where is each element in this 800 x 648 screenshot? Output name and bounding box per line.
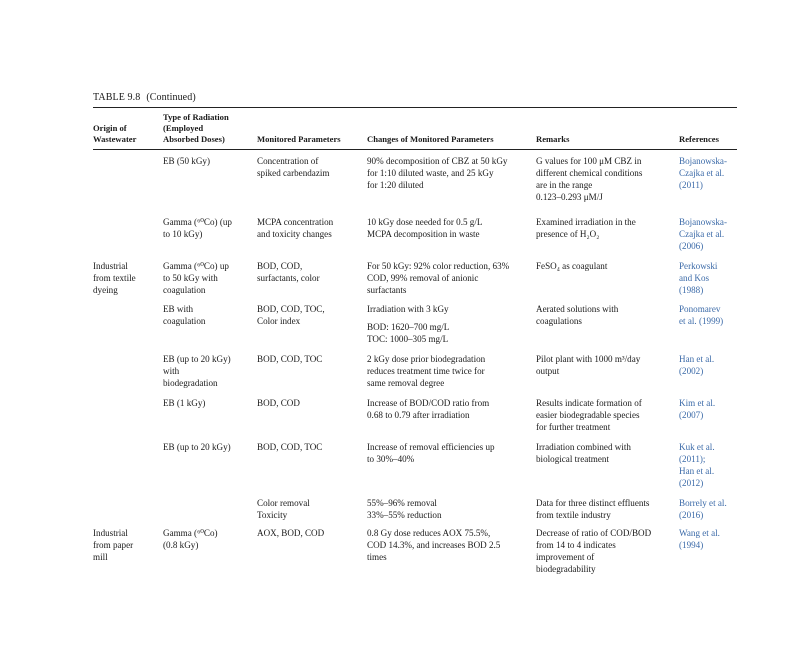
table-row: [93, 296, 737, 345]
references-cell[interactable]: Bojanowska- Czajka et al. (2011): [679, 156, 727, 190]
monitored-cell: AOX, BOD, COD: [257, 528, 325, 538]
monitored-cell: BOD, COD, TOC: [257, 354, 323, 364]
table-body: [93, 150, 737, 576]
monitored-cell: BOD, COD, surfactants, color: [257, 261, 320, 283]
origin-cell: [93, 150, 163, 204]
origin-cell: [93, 296, 163, 345]
table-row: [93, 489, 737, 521]
monitored-cell: BOD, COD: [257, 398, 300, 408]
table-row: [93, 203, 737, 252]
table-label: TABLE 9.8: [93, 92, 141, 103]
monitored-cell: Color removal Toxicity: [257, 498, 310, 520]
header-references: References: [679, 134, 719, 144]
remarks-cell: Examined irradiation in the presence of H₂O₂: [536, 217, 636, 239]
header-remarks: Remarks: [536, 134, 570, 144]
changes-cell: 2 kGy dose prior biodegradation reduces treatment time twice for same removal degree: [367, 354, 486, 388]
document-page: [93, 92, 737, 575]
monitored-cell: MCPA concentration and toxicity changes: [257, 217, 334, 239]
radiation-cell: EB (up to 20 kGy) with biodegradation: [163, 354, 231, 388]
remarks-cell: Irradiation combined with biological treatment: [536, 442, 631, 464]
data-table: [93, 108, 737, 575]
table-row: [93, 521, 737, 575]
origin-cell: [93, 389, 163, 433]
radiation-cell: [163, 489, 257, 521]
table-row: [93, 252, 737, 296]
monitored-cell: BOD, COD, TOC: [257, 442, 323, 452]
radiation-cell: Gamma (⁶⁰Co) up to 50 kGy with coagulation: [163, 261, 229, 295]
header-radiation: Type of Radiation (Employed Absorbed Doses): [163, 112, 229, 144]
remarks-cell: Results indicate formation of easier biodegradable species for further treatment: [536, 398, 642, 432]
references-cell[interactable]: Kim et al. (2007): [679, 398, 716, 420]
monitored-cell: BOD, COD, TOC, Color index: [257, 304, 325, 326]
origin-cell: [93, 203, 163, 252]
references-cell[interactable]: Ponomarev et al. (1999): [679, 304, 724, 326]
changes-cell: Increase of BOD/COD ratio from 0.68 to 0.79 after irradiation: [367, 398, 490, 420]
radiation-cell: EB (1 kGy): [163, 398, 206, 408]
origin-cell: Industrial from textile dyeing: [93, 261, 136, 295]
remarks-cell: FeSO₄ as coagulant: [536, 261, 608, 271]
origin-cell: Industrial from paper mill: [93, 528, 134, 562]
monitored-cell: Concentration of spiked carbendazim: [257, 156, 330, 178]
radiation-cell: Gamma (⁶⁰Co) (0.8 kGy): [163, 528, 218, 550]
table-caption: [93, 92, 737, 103]
table-row: [93, 433, 737, 489]
table-caption-note: (Continued): [146, 92, 196, 103]
header-changes: Changes of Monitored Parameters: [367, 134, 494, 144]
table-row: [93, 389, 737, 433]
changes-cell: 0.8 Gy dose reduces AOX 75.5%, COD 14.3%, and increases BOD 2.5 times: [367, 528, 501, 562]
references-cell[interactable]: Perkowski and Kos (1988): [679, 261, 718, 295]
changes-cell: 55%–96% removal 33%–55% reduction: [367, 498, 442, 520]
radiation-cell: EB with coagulation: [163, 304, 206, 326]
header-origin: Origin of Wastewater: [93, 123, 137, 144]
references-cell[interactable]: Kuk et al. (2011); Han et al. (2012): [679, 442, 715, 488]
references-cell[interactable]: Borrely et al. (2016): [679, 498, 727, 520]
remarks-cell: Data for three distinct effluents from textile industry: [536, 498, 650, 520]
remarks-cell: Pilot plant with 1000 m³/day output: [536, 354, 641, 376]
origin-cell: [93, 345, 163, 389]
changes-cell: For 50 kGy: 92% color reduction, 63% COD, 99% removal of anionic surfactants: [367, 261, 510, 295]
origin-cell: [93, 433, 163, 489]
changes-cell: Increase of removal efficiencies up to 30%–40%: [367, 442, 495, 464]
radiation-cell: Gamma (⁶⁰Co) (up to 10 kGy): [163, 217, 232, 239]
table-row: [93, 345, 737, 389]
remarks-cell: Aerated solutions with coagulations: [536, 304, 619, 326]
changes-cell: 10 kGy dose needed for 0.5 g/L MCPA decomposition in waste: [367, 217, 483, 239]
references-cell[interactable]: Han et al. (2002): [679, 354, 715, 376]
header-monitored: Monitored Parameters: [257, 134, 341, 144]
radiation-cell: EB (50 kGy): [163, 156, 210, 166]
remarks-cell: Decrease of ratio of COD/BOD from 14 to 4 indicates improvement of biodegradability: [536, 528, 652, 574]
changes-cell: 90% decomposition of CBZ at 50 kGy for 1:10 diluted waste, and 25 kGy for 1:20 diluted: [367, 156, 508, 190]
header-row: [93, 108, 737, 150]
origin-cell: [93, 489, 163, 521]
radiation-cell: EB (up to 20 kGy): [163, 442, 231, 452]
references-cell[interactable]: Bojanowska- Czajka et al. (2006): [679, 217, 727, 251]
remarks-cell: G values for 100 μM CBZ in different chemical conditions are in the range 0.123–0.293 μM/J: [536, 156, 643, 202]
references-cell[interactable]: Wang et al. (1994): [679, 528, 720, 550]
table-row: [93, 150, 737, 204]
changes-cell: Irradiation with 3 kGy BOD: 1620–700 mg/L TOC: 1000–305 mg/L: [367, 304, 450, 344]
